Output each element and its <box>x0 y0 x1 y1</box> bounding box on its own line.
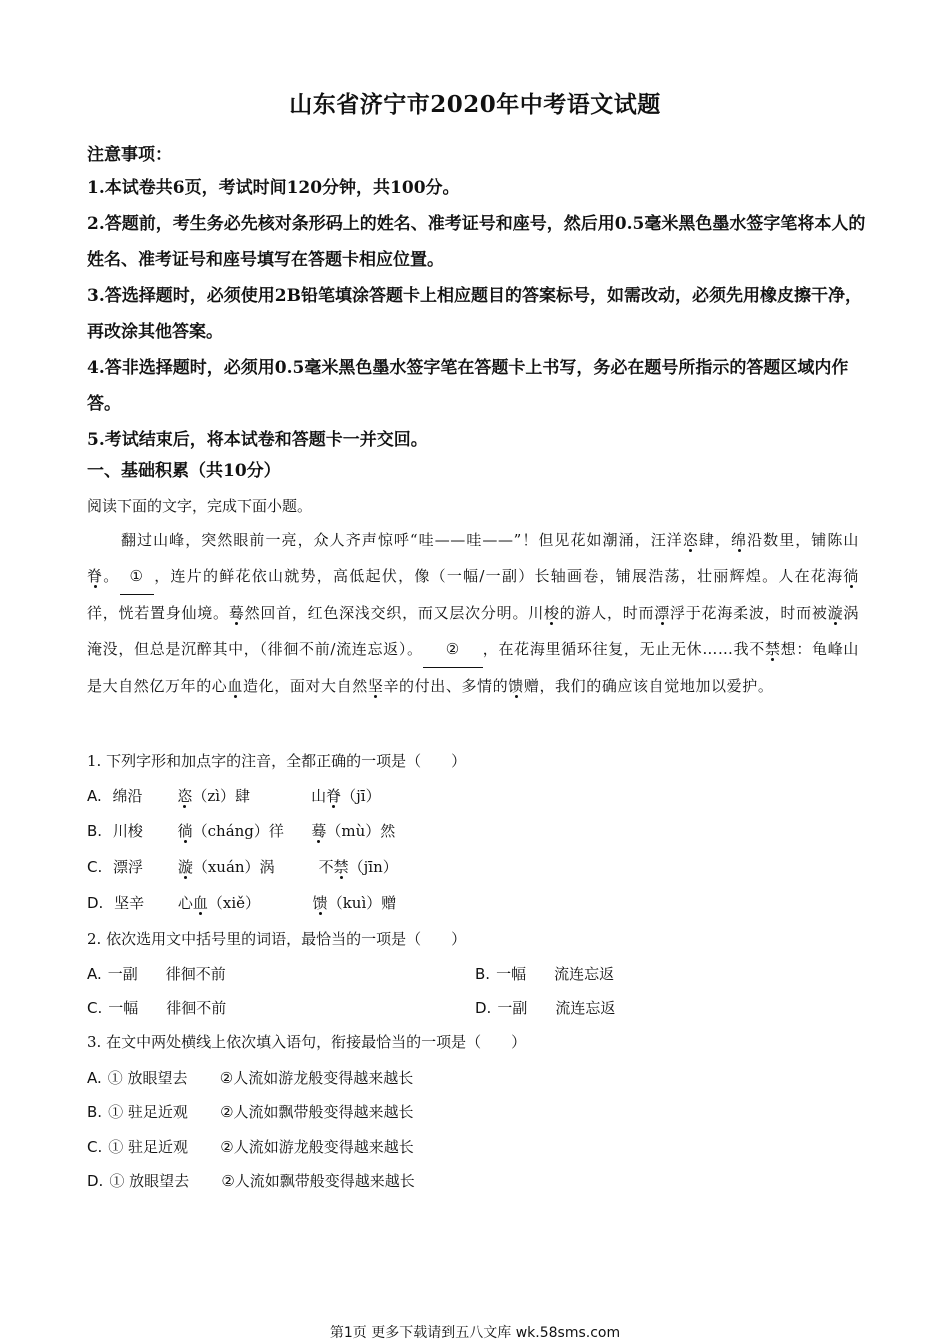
dotted-char: 漂 <box>654 604 671 622</box>
dotted-char: 蓦 <box>311 822 327 840</box>
dotted-char: 恣 <box>177 787 193 805</box>
q2-option-d: D. 一副 流连忘返 <box>475 999 616 1017</box>
note-item-4: 4.答非选择题时，必须用0.5毫米黑色墨水签字笔在答题卡上书写，务必在题号所指示的答题区域内作答。 <box>87 358 849 414</box>
dotted-char: 馈 <box>508 677 524 695</box>
q3-option-d: D. ① 放眼望去 ②人流如飘带般变得越来越长 <box>87 1172 415 1190</box>
q3-option-b: B. ① 驻足近观 ②人流如飘带般变得越来越长 <box>87 1103 414 1121</box>
dotted-char: 坚 <box>367 677 384 695</box>
dotted-char: 血 <box>192 894 208 912</box>
q2-option-c: C. 一幅 徘徊不前 <box>87 999 227 1017</box>
dotted-char: 脊 <box>326 787 342 805</box>
dotted-char: 蓦 <box>228 604 245 622</box>
blank-2: ② <box>423 631 483 668</box>
q1-option-a: A. 绵沿 恣（zì）肆 山脊（jī） <box>87 787 381 805</box>
note-item-3: 3.答选择题时，必须使用2B铅笔填涂答题卡上相应题目的答案标号，如需改动，必须先用橡皮擦干净，再改涂其他答案。 <box>87 286 862 342</box>
dotted-char: 馈 <box>312 894 328 912</box>
section-intro: 阅读下面的文字，完成下面小题。 <box>87 497 313 515</box>
page-footer: 第1页 更多下载请到五八文库 wk.58sms.com <box>329 1325 621 1341</box>
q3-option-a: A. ① 放眼望去 ②人流如游龙般变得越来越长 <box>87 1069 414 1087</box>
dotted-char: 徜 <box>177 822 193 840</box>
note-item-1: 1.本试卷共6页，考试时间120分钟，共100分。 <box>87 178 460 198</box>
blank-1: ① <box>120 558 154 595</box>
page-title: 山东省济宁市2020年中考语文试题 <box>289 91 661 118</box>
note-item-2: 2.答题前，考生务必先核对条形码上的姓名、准考证号和座号，然后用0.5毫米黑色墨水签字笔将本人的姓名、准考证号和座号填写在答题卡相应位置。 <box>87 214 866 270</box>
dotted-char: 漩 <box>827 604 844 622</box>
dotted-char: 禁 <box>333 858 349 876</box>
question-3-stem: 3. 在文中两处横线上依次填入语句，衔接最恰当的一项是（ ） <box>87 1033 527 1051</box>
q3-option-c: C. ① 驻足近观 ②人流如游龙般变得越来越长 <box>87 1138 414 1156</box>
reading-passage <box>87 522 859 704</box>
dotted-char: 脊 <box>87 567 104 585</box>
q1-option-c: C. 漂浮 漩（xuán）涡 不禁（jīn） <box>87 858 398 876</box>
q1-option-b: B. 川梭 徜（cháng）徉 蓦（mù）然 <box>87 822 396 840</box>
dotted-char: 徜 <box>843 567 859 585</box>
notes-section <box>87 140 867 458</box>
q1-option-d: D. 坚辛 心血（xiě） 馈（kuì）赠 <box>87 894 397 912</box>
dotted-char: 血 <box>227 677 244 695</box>
section-heading: 一、基础积累（共10分） <box>87 461 281 481</box>
notes-heading: 注意事项： <box>87 145 172 165</box>
dotted-char: 梭 <box>543 604 560 622</box>
passage-paragraph: 翻过山峰，突然眼前一亮，众人齐声惊呼“哇——哇——”！但见花如潮涌，汪洋恣肆，绵沿数里，铺陈山脊。 ① ，连片的鲜花依山就势，高低起伏，像（一幅/一副）长轴画卷，铺展浩荡，壮丽辉煌。人在花海徜徉，恍若置身仙境。蓦然回首，红色深浅交织，而又层次分明。川梭的游人，时而漂浮于花海柔波，时而被漩涡淹没，但总是沉醉其中，（徘徊不前/流连忘返）。 ② ，在花海里循环往复，无止无休……我不禁想：龟峰山是大自然亿万年的心血造化，面对大自然坚辛的付出、多情的馈赠，我们的确应该自觉地加以爱护。 <box>87 531 860 695</box>
dotted-char: 禁 <box>764 640 781 658</box>
q2-option-b: B. 一幅 流连忘返 <box>475 965 615 983</box>
dotted-char: 漩 <box>177 858 193 876</box>
note-item-5: 5.考试结束后，将本试卷和答题卡一并交回。 <box>87 430 428 450</box>
q2-option-a: A. 一副 徘徊不前 <box>87 965 226 983</box>
dotted-char: 绵 <box>731 531 748 549</box>
question-2-stem: 2. 依次选用文中括号里的词语，最恰当的一项是（ ） <box>87 930 467 948</box>
dotted-char: 恣 <box>682 531 699 549</box>
question-1-stem: 1. 下列字形和加点字的注音，全都正确的一项是（ ） <box>87 752 467 770</box>
